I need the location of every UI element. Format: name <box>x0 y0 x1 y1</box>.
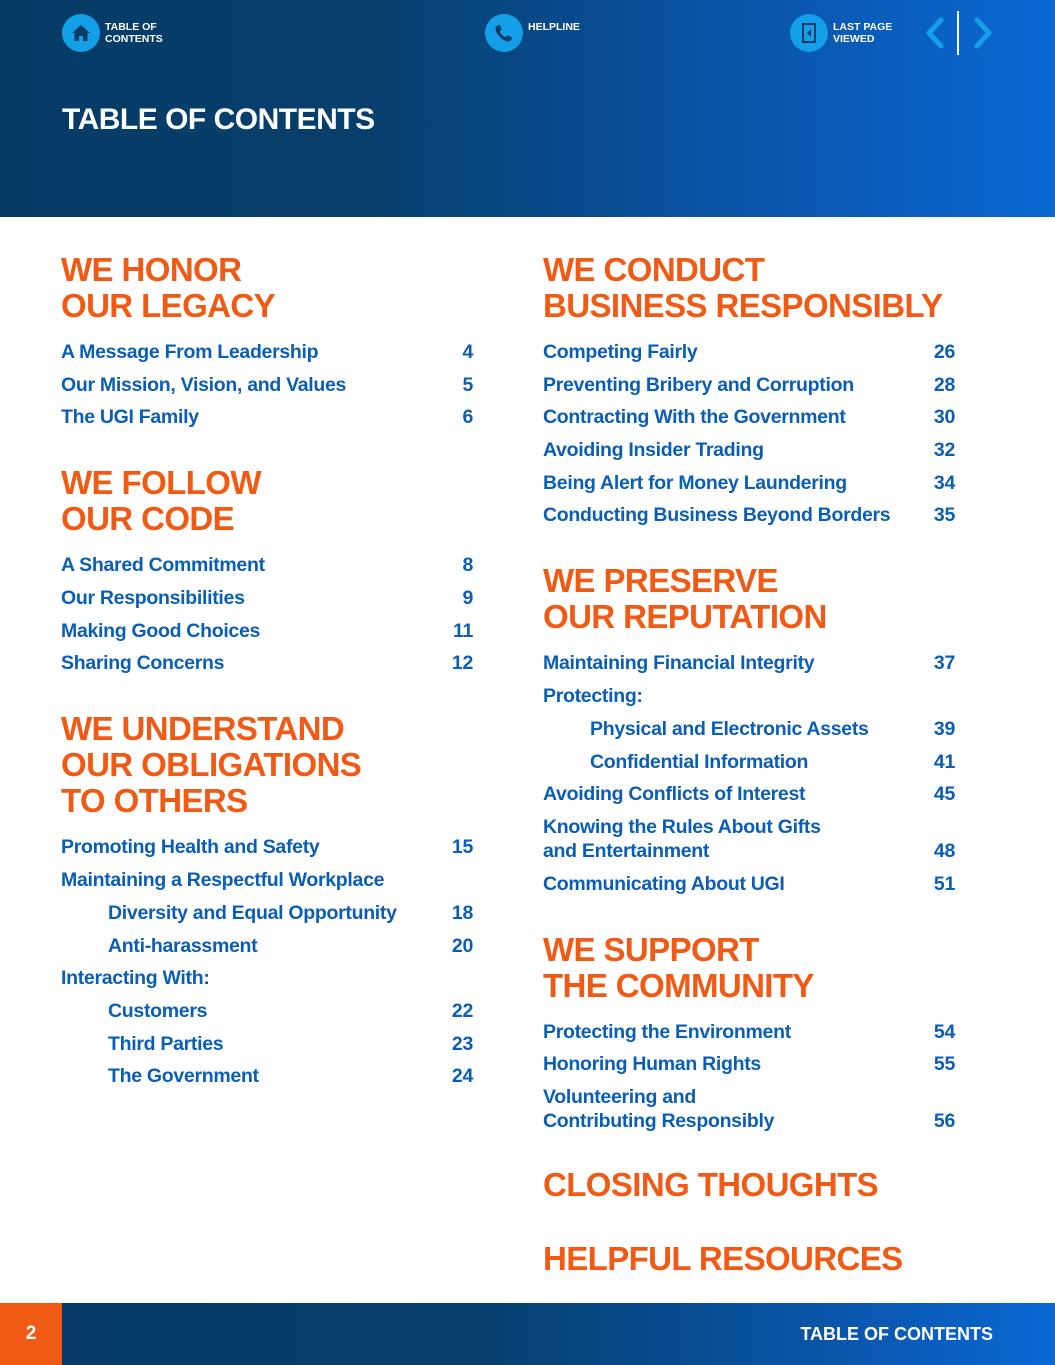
toc-entry[interactable]: A Shared Commitment 8 <box>61 554 473 577</box>
closing-thoughts-link[interactable]: CLOSING THOUGHTS <box>543 1165 879 1203</box>
page-number: 37 <box>933 652 955 675</box>
toc-entry[interactable]: Communicating About UGI 51 <box>543 872 955 895</box>
page-number: 8 <box>462 554 473 577</box>
page-number: 9 <box>462 587 473 610</box>
page-number: 34 <box>933 471 955 494</box>
toc-entry[interactable]: The Government 24 <box>108 1065 473 1088</box>
page-number: 55 <box>933 1053 955 1076</box>
footer-bar <box>0 1303 1055 1365</box>
toc-entry[interactable]: Anti-harassment 20 <box>108 934 473 957</box>
toc-entry[interactable]: Protecting the Environment 54 <box>543 1020 955 1043</box>
toc-entry[interactable]: Making Good Choices 11 <box>61 619 473 642</box>
previous-page-arrow-icon[interactable] <box>920 14 950 52</box>
toc-entry[interactable]: Conducting Business Beyond Borders 35 <box>543 504 955 527</box>
section-title: WE PRESERVE OUR REPUTATION <box>543 562 827 636</box>
toc-nav-button[interactable] <box>62 14 185 52</box>
page-number: 24 <box>451 1065 473 1088</box>
section-conduct-business <box>543 252 955 527</box>
last-page-nav-button[interactable] <box>790 14 913 52</box>
page-number: 4 <box>462 341 473 363</box>
section-title: WE UNDERSTAND OUR OBLIGATIONS TO OTHERS <box>61 710 362 820</box>
page-title: TABLE OF CONTENTS <box>62 103 375 136</box>
home-icon <box>62 14 100 52</box>
arrow-divider <box>957 11 959 55</box>
toc-entry[interactable]: Honoring Human Rights 55 <box>543 1053 955 1076</box>
toc-entry[interactable]: Sharing Concerns 12 <box>61 652 473 675</box>
section-title: WE SUPPORT THE COMMUNITY <box>543 930 814 1004</box>
toc-entry[interactable]: Our Mission, Vision, and Values 5 <box>61 373 473 396</box>
page-number: 18 <box>451 901 473 924</box>
toc-entry[interactable]: Diversity and Equal Opportunity 18 <box>108 901 473 924</box>
header-banner <box>0 0 1055 217</box>
section-title: WE FOLLOW OUR CODE <box>61 464 261 538</box>
toc-entry[interactable]: Our Responsibilities 9 <box>61 587 473 610</box>
toc-entry[interactable]: Avoiding Conflicts of Interest 45 <box>543 783 955 806</box>
toc-subheading: Maintaining a Respectful Workplace <box>61 869 385 892</box>
toc-right-column <box>543 252 955 1277</box>
page-number: 39 <box>933 717 955 740</box>
section-title: WE HONOR OUR LEGACY <box>61 251 276 324</box>
toc-entry[interactable]: Volunteering and Contributing Responsibly 56 <box>543 1085 955 1132</box>
page-number: 41 <box>933 750 955 773</box>
toc-entry[interactable]: Preventing Bribery and Corruption 28 <box>543 373 955 396</box>
toc-entry[interactable]: The UGI Family 6 <box>61 406 473 429</box>
section-follow-code <box>61 465 473 675</box>
page-number: 32 <box>933 439 955 462</box>
toc-entry[interactable]: A Message From Leadership 4 <box>61 341 473 363</box>
page-number: 20 <box>451 934 473 957</box>
toc-entry[interactable]: Customers 22 <box>108 999 473 1022</box>
toc-entry[interactable]: Competing Fairly 26 <box>543 341 955 363</box>
toc-entry[interactable]: Maintaining Financial Integrity 37 <box>543 652 955 675</box>
page-number: 48 <box>933 839 955 862</box>
page-number: 35 <box>933 504 955 527</box>
toc-entry[interactable]: Promoting Health and Safety 15 <box>61 836 473 859</box>
next-page-arrow-icon[interactable] <box>968 14 998 52</box>
footer-page-number: 2 <box>0 1303 62 1365</box>
back-page-icon <box>790 14 828 52</box>
page-number: 15 <box>451 836 473 859</box>
page-number: 56 <box>933 1109 955 1132</box>
page-number: 6 <box>462 406 473 429</box>
section-title: WE CONDUCT BUSINESS RESPONSIBLY <box>543 251 943 324</box>
page-number: 45 <box>933 783 955 806</box>
section-honor-legacy <box>61 252 473 429</box>
page-number: 22 <box>451 999 473 1022</box>
toc-entry[interactable]: Knowing the Rules About Gifts and Entertainment 48 <box>543 815 955 862</box>
page-number: 26 <box>933 341 955 363</box>
helpline-nav-button[interactable] <box>485 14 608 52</box>
page-number: 28 <box>933 373 955 396</box>
section-understand-obligations <box>61 711 473 1088</box>
toc-entry[interactable]: Contracting With the Government 30 <box>543 406 955 429</box>
toc-subheading: Protecting: <box>543 685 643 708</box>
footer-title: TABLE OF CONTENTS <box>800 1324 993 1344</box>
toc-nav-label: TABLE OF CONTENTS <box>105 21 163 45</box>
toc-entry[interactable]: Physical and Electronic Assets 39 <box>590 717 955 740</box>
page-number: 12 <box>451 652 473 675</box>
toc-entry[interactable]: Being Alert for Money Laundering 34 <box>543 471 955 494</box>
toc-entry[interactable]: Avoiding Insider Trading 32 <box>543 439 955 462</box>
toc-entry[interactable]: Third Parties 23 <box>108 1032 473 1055</box>
section-preserve-reputation <box>543 563 955 895</box>
toc-left-column <box>61 252 473 1124</box>
phone-icon <box>485 14 523 52</box>
page-number: 30 <box>933 406 955 429</box>
section-support-community <box>543 932 955 1133</box>
page-number: 11 <box>452 619 473 642</box>
page-number: 54 <box>933 1020 955 1043</box>
page-number: 51 <box>933 872 955 895</box>
last-page-nav-label: LAST PAGE VIEWED <box>833 21 893 45</box>
toc-subheading: Interacting With: <box>61 967 210 990</box>
helpful-resources-link[interactable]: HELPFUL RESOURCES <box>543 1239 903 1277</box>
page-number: 23 <box>451 1032 473 1055</box>
page-number: 5 <box>462 373 473 396</box>
toc-entry[interactable]: Confidential Information 41 <box>590 750 955 773</box>
helpline-nav-label: HELPLINE <box>528 21 580 33</box>
